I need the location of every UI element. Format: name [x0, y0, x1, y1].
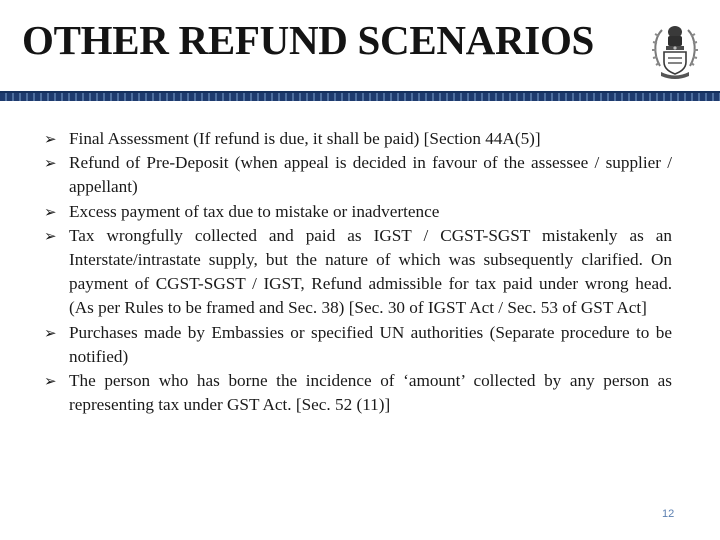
arrowhead-bullet-icon: ➢ — [44, 202, 57, 221]
bullet-list — [44, 127, 672, 417]
list-item — [44, 151, 672, 199]
list-item — [44, 224, 672, 321]
arrowhead-bullet-icon: ➢ — [44, 154, 57, 173]
bullet-text: Excess payment of tax due to mistake or inadvertence — [69, 201, 440, 221]
list-item — [44, 127, 672, 151]
list-item — [44, 369, 672, 417]
arrowhead-bullet-icon: ➢ — [44, 226, 57, 245]
arrowhead-bullet-icon: ➢ — [44, 372, 57, 391]
list-item — [44, 321, 672, 369]
cbic-emblem-icon — [650, 16, 700, 82]
arrowhead-bullet-icon: ➢ — [44, 323, 57, 342]
title-divider — [0, 91, 720, 101]
slide-title: OTHER REFUND SCENARIOS — [22, 17, 595, 63]
bullet-text: The person who has borne the incidence of ‘amount’ collected by any person as representing tax under GST Act. [Sec. 52 (11)] — [69, 371, 672, 415]
arrowhead-bullet-icon: ➢ — [44, 130, 57, 148]
bullet-text: Purchases made by Embassies or specified UN authorities (Separate procedure to be notified) — [69, 322, 672, 366]
page-number: 12 — [662, 508, 675, 520]
bullet-text: Refund of Pre-Deposit (when appeal is decided in favour of the assessee / supplier / appellant) — [69, 153, 672, 197]
bullet-text: Final Assessment (If refund is due, it shall be paid) [Section 44A(5)] — [69, 129, 541, 148]
list-item — [44, 200, 672, 224]
bullet-text: Tax wrongfully collected and paid as IGST / CGST-SGST mistakenly as an Interstate/intrastate supply, but the nature of which was subsequently clarified. On payment of CGST-SGST / IGST, Refund admissible for tax paid under wrong head. (As per Rules to be framed and Sec. 38) [Sec. 30 of IGST Act / Sec. 53 of GST Act] — [69, 225, 672, 318]
